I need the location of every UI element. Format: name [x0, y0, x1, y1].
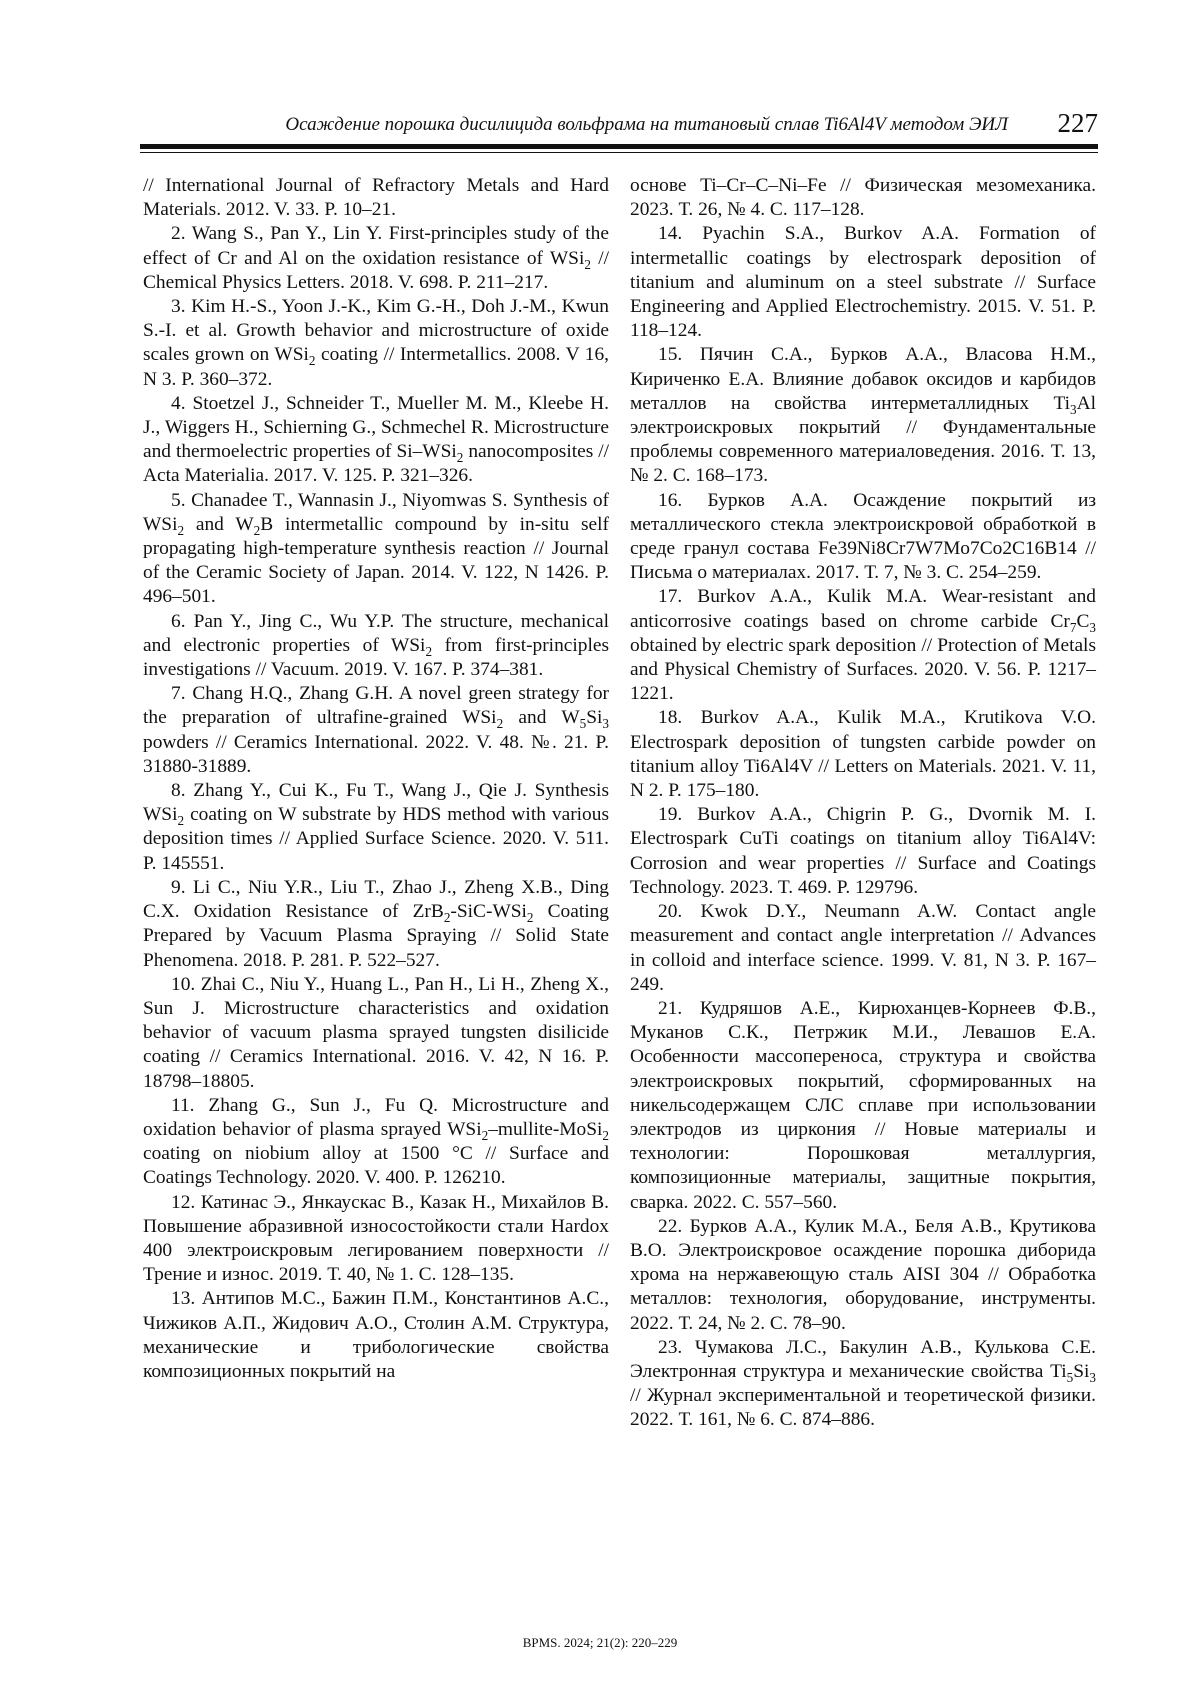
reference-text: from first-principles investigations // Vacuum. 2019. V. 167. P. 374–381. [143, 634, 609, 681]
reference-entry [630, 900, 1096, 997]
chemical-subscript: 2 [584, 256, 591, 272]
reference-text: and W [503, 707, 580, 729]
reference-text: 8. Zhang Y., Cui K., Fu T., Wang J., Qie J. Synthesis WSi [143, 780, 609, 826]
reference-entry [143, 682, 609, 779]
reference-text: 15. Пячин С.А., Бурков А.А., Власова Н.М., Кириченко Е.А. Влияние добавок оксидов и карбидов металлов на свойства интерметаллидных Ti [630, 344, 1096, 414]
reference-continuation [143, 174, 609, 222]
reference-text: // Chemical Physics Letters. 2018. V. 698. P. 211–217. [143, 247, 609, 293]
reference-text: 7. Chang H.Q., Zhang G.H. A novel green strategy for the preparation of ultrafine-grained WSi [143, 683, 609, 729]
reference-text: 23. Чумакова Л.С., Бакулин А.В., Кулькова С.Е. Электронная структура и механические свойства Ti [630, 1336, 1096, 1382]
reference-text: 5. Chanadee T., Wannasin J., Niyomwas S. Synthesis of WSi [143, 489, 609, 535]
reference-text: 18. Burkov A.A., Kulik M.A., Krutikova V.O. Electrospark deposition of tungsten carbide powder on titanium alloy Ti6Al4V // Letters on Materials. 2021. V. 11, N 2. P. 175–180. [630, 707, 1096, 802]
reference-entry [143, 489, 609, 610]
reference-text: obtained by electric spark deposition // Protection of Metals and Physical Chemistry of Surfaces. 2020. V. 56. P. 1217–1221. [630, 634, 1096, 705]
reference-text: // International Journal of Refractory Metals and Hard Materials. 2012. V. 33. P. 10–21. [143, 175, 609, 221]
reference-text: Si [586, 707, 603, 729]
reference-entry [143, 610, 609, 683]
chemical-subscript: 2 [526, 909, 534, 925]
reference-text: B intermetallic compound by in-situ self propagating high-temperature synthesis reaction // Journal of the Ceramic Society of Japan. 2014. V. 122, N 1426. P. 496–501. [143, 513, 609, 608]
reference-text: and W [184, 513, 254, 535]
reference-text: 2. Wang S., Pan Y., Lin Y. First-principles study of the effect of Cr and Al on the oxidation resistance of WSi [143, 223, 609, 269]
chemical-subscript: 3 [602, 716, 609, 732]
reference-text: 6. Pan Y., Jing C., Wu Y.P. The structure, mechanical and electronic properties of WSi [143, 610, 609, 656]
reference-text: 9. Li C., Niu Y.R., Liu T., Zhao J., Zheng X.B., Ding C.X. Oxidation Resistance of ZrB [143, 876, 609, 923]
reference-text: 21. Кудряшов А.Е., Кирюханцев-Корнеев Ф.В., Муканов С.К., Петржик М.И., Левашов Е.А. Особенности массопереноса, структура и свойства электроискровых покрытий, сформированных на никельсодержащем СЛС сплаве при использовании электродов из циркония // Новые материалы и технологии: Порошковая металлургия, композиционные материалы, защитные покрытия, сварка. 2022. С. 557–560. [630, 997, 1096, 1213]
reference-entry [143, 222, 609, 295]
header-title: Осаждение порошка дисилицида вольфрама на титановый сплав Ti6Al4V методом ЭИЛ [285, 114, 1008, 135]
header-rule-thick [140, 144, 1098, 149]
reference-text: 4. Stoetzel J., Schneider T., Mueller M. M., Kleebe H. J., Wiggers H., Schierning G., Schmechel R. Microstructure and thermoelectric properties of Si–WSi [143, 392, 609, 463]
chemical-subscript: 2 [602, 1127, 609, 1143]
reference-text: nanocomposites // Acta Materialia. 2017. V. 125. P. 321–326. [143, 441, 609, 487]
chemical-subscript: 2 [443, 909, 451, 925]
reference-text: 22. Бурков А.А., Кулик М.А., Беля А.В., Крутикова В.О. Электроискровое осаждение порошка диборида хрома на нержавеющую сталь AISI 304 // Обработка металлов: технология, оборудование, инструменты. 2022. Т. 24, № 2. С. 78–90. [630, 1215, 1096, 1334]
reference-entry [630, 706, 1096, 803]
reference-entry [143, 392, 609, 489]
reference-entry [143, 1094, 609, 1191]
reference-text: // Журнал экспериментальной и теоретической физики. 2022. Т. 161, № 6. С. 874–886. [630, 1385, 1096, 1431]
reference-text: 16. Бурков А.А. Осаждение покрытий из металлического стекла электроискровой обработкой в среде гранул состава Fe39Ni8Cr7W7Mo7Co2C16B14 // Письма о материалах. 2017. Т. 7, № 3. С. 254–259. [630, 489, 1096, 584]
reference-entry [630, 222, 1096, 343]
reference-text: powders // Ceramics International. 2022. V. 48. №. 21. P. 31880-31889. [143, 731, 609, 777]
chemical-subscript: 2 [481, 1127, 489, 1143]
reference-entry [143, 779, 609, 876]
reference-text: 17. Burkov A.A., Kulik M.A. Wear-resistant and anticorrosive coatings based on chrome carbide Cr [630, 586, 1096, 632]
chemical-subscript: 2 [177, 813, 185, 829]
reference-entry [630, 1336, 1096, 1433]
chemical-subscript: 5 [579, 716, 587, 732]
reference-entry [143, 973, 609, 1094]
reference-text: 20. Kwok D.Y., Neumann A.W. Contact angle measurement and contact angle interpretation // Advances in colloid and interface science. 1999. V. 81, N 3. P. 167–249. [630, 901, 1096, 995]
chemical-subscript: 3 [1089, 619, 1096, 635]
reference-text: 3. Kim H.-S., Yoon J.-K., Kim G.-H., Doh J.-M., Kwun S.-I. et al. Growth behavior and microstructure of oxide scales grown on WSi [143, 296, 609, 366]
reference-text: Al электроискровых покрытий // Фундаментальные проблемы современного материаловедения. 2016. Т. 13, № 2. С. 168–173. [630, 392, 1096, 487]
chemical-subscript: 3 [1070, 401, 1077, 417]
chemical-subscript: 2 [308, 353, 316, 369]
reference-text: –mullite-MoSi [488, 1118, 603, 1140]
footer-citation: BPMS. 2024; 21(2): 220–229 [522, 1635, 678, 1650]
reference-text: coating // Intermetallics. 2008. V 16, N 3. P. 360–372. [143, 344, 609, 390]
reference-text: 12. Катинас Э., Янкаускас В., Казак Н., Михайлов В. Повышение абразивной износостойкости стали Hardox 400 электроискровым легированием поверхности // Трение и износ. 2019. Т. 40, № 1. С. 128–135. [143, 1191, 609, 1286]
running-header [140, 108, 1098, 142]
reference-entry [143, 295, 609, 392]
chemical-subscript: 3 [1089, 1369, 1096, 1385]
chemical-subscript: 5 [1066, 1369, 1074, 1385]
chemical-subscript: 2 [496, 716, 504, 732]
chemical-subscript: 2 [177, 522, 185, 538]
chemical-subscript: 2 [425, 643, 433, 659]
reference-entry [143, 1287, 609, 1384]
reference-continuation [630, 174, 1096, 222]
reference-text: coating on W substrate by HDS method with various deposition times // Applied Surface Science. 2020. V. 511. P. 145551. [143, 804, 609, 874]
reference-text: 10. Zhai C., Niu Y., Huang L., Pan H., Li H., Zheng X., Sun J. Microstructure characteristics and oxidation behavior of vacuum plasma sprayed tungsten disilicide coating // Ceramics International. 2016. V. 42, N 16. P. 18798–18805. [143, 973, 609, 1092]
header-rule-thin [140, 152, 1098, 153]
chemical-subscript: 2 [456, 450, 464, 466]
reference-text: 13. Антипов М.С., Бажин П.М., Константинов А.С., Чижиков А.П., Жидович А.О., Столин А.М. Структура, механические и трибологические свойства композиционных покрытий на [143, 1288, 609, 1382]
reference-entry [630, 997, 1096, 1215]
reference-entry [630, 1215, 1096, 1336]
reference-entry [143, 876, 609, 973]
reference-entry [630, 343, 1096, 488]
references-left-column [143, 174, 609, 1384]
reference-text: Coating Prepared by Vacuum Plasma Spraying // Solid State Phenomena. 2018. P. 281. P. 522–527. [143, 901, 609, 971]
page-number: 227 [1057, 108, 1098, 138]
reference-entry [630, 489, 1096, 586]
chemical-subscript: 2 [253, 522, 261, 538]
reference-text: 19. Burkov A.A., Chigrin P. G., Dvornik M. I. Electrospark CuTi coatings on titanium alloy Ti6Al4V: Corrosion and wear properties // Surface and Coatings Technology. 2023. T. 469. P. 129796. [630, 804, 1096, 898]
reference-entry [630, 803, 1096, 900]
reference-text: 14. Pyachin S.A., Burkov A.A. Formation of intermetallic coatings by electrospark deposition of titanium and aluminum on a steel substrate // Surface Engineering and Applied Electrochemistry. 2015. V. 51. P. 118–124. [630, 223, 1096, 342]
reference-text: C [1076, 610, 1090, 632]
reference-entry [143, 1191, 609, 1288]
reference-entry [630, 585, 1096, 706]
reference-text: -SiC-WSi [450, 901, 527, 923]
reference-text: Si [1073, 1360, 1090, 1382]
chemical-subscript: 7 [1069, 619, 1077, 635]
reference-text: coating on niobium alloy at 1500 °C // Surface and Coatings Technology. 2020. V. 400. P. 126210. [143, 1143, 609, 1189]
reference-text: 11. Zhang G., Sun J., Fu Q. Microstructure and oxidation behavior of plasma sprayed WSi [143, 1094, 609, 1140]
reference-text: основе Ti–Cr–C–Ni–Fe // Физическая мезомеханика. 2023. Т. 26, № 4. С. 117–128. [630, 175, 1096, 221]
references-right-column [630, 174, 1096, 1433]
